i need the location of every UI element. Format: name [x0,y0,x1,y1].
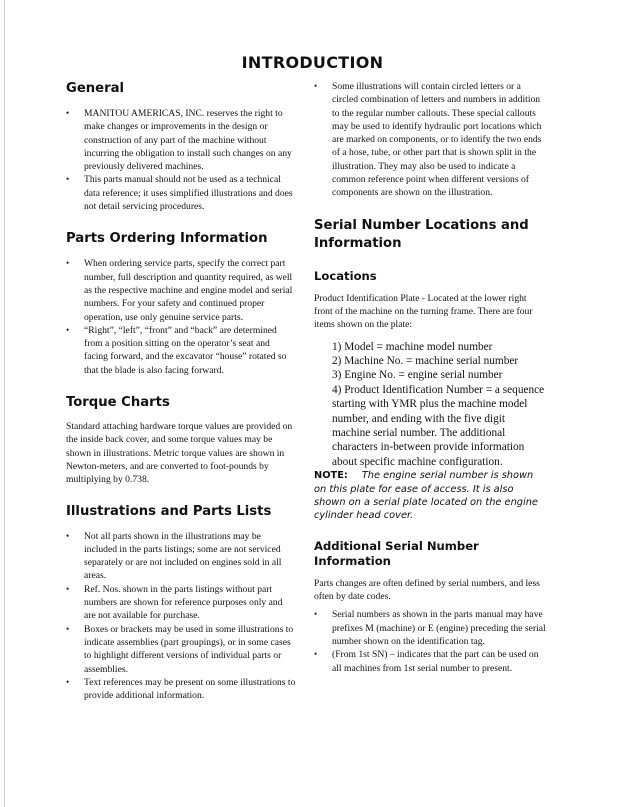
list-item: • Serial numbers as shown in the parts manual may have prefixes M (machine) or E (engine) preceding the serial number shown on the identification tag. [314,608,546,648]
list-item: • Boxes or brackets may be used in some illustrations to indicate assemblies (part groupings), or in some cases to highlight different versions of individual parts or assemblies. [66,623,296,676]
list-item: • MANITOU AMERICAS, INC. reserves the right to make changes or improvements in the design or construction of any part of the machine without incurring the obligation to install such changes on any previously delivered machines. [66,107,296,173]
page-edge-line [4,0,5,807]
list-item: • Some illustrations will contain circled letters or a circled combination of letters and numbers in addition to the regular number callouts. These special callouts may be used to identify hydraulic port locations which are marked on components, or to identify the two ends of a hose, tube, or other part that is shown split in the illustration. They may also be used to indicate a common reference point when different versions of components are shown on the illustration. [314,80,546,200]
parts-ordering-heading: Parts Ordering Information [66,231,268,247]
list-item: • When ordering service parts, specify the correct part number, full description and quantity required, as well as the respective machine and engine model and serial numbers. For your safety and continued proper operation, use only genuine service parts. [66,257,296,323]
list-item: • Text references may be present on some illustrations to provide additional information. [66,676,296,703]
additional-serial-heading: Additional Serial Number Information [314,538,479,568]
plate-item-pin: 4) Product Identification Number = a sequence starting with YMR plus the machine model number, and ending with the five digit machine serial number. The additional characters in-between provide information about specific machine configuration. [332,383,545,468]
left-column [66,80,296,702]
illustrations-list [66,530,296,703]
right-column [314,80,546,675]
serial-number-heading: Serial Number Locations and Information [314,217,529,251]
list-item: • (From 1st SN) – indicates that the part can be used on all machines from 1st serial number to present. [314,648,546,675]
list-item: • Ref. Nos. shown in the parts listings without part numbers are shown for reference purposes only and are not available for purchase. [66,583,296,623]
torque-charts-heading: Torque Charts [66,395,170,411]
additional-serial-text: Parts changes are often defined by serial numbers, and less often by date codes. [314,577,540,603]
locations-text: Product Identification Plate - Located at the lower right front of the machine on the turning frame. There are four items shown on the plate: [314,292,533,331]
illustrations-heading: Illustrations and Parts Lists [66,503,272,519]
locations-heading: Locations [314,268,377,283]
list-item: • Not all parts shown in the illustrations may be included in the parts listings; some are not serviced separately or are not included on engines sold in all areas. [66,530,296,583]
page-title: INTRODUCTION [241,53,384,72]
torque-charts-text: Standard attaching hardware torque values are provided on the inside back cover, and some torque values may be shown in illustrations. Metric torque values are shown in Newton-meters, and are converted to foot-pounds by multiplying by 0.738. [66,421,293,486]
general-list [66,107,296,213]
additional-serial-list [314,608,546,674]
note [314,469,546,523]
illustrations-list-continued [314,80,546,200]
note-label: NOTE: [314,470,348,482]
general-heading: General [66,81,125,96]
plate-items [314,340,546,470]
list-item: • “Right”, “left”, “front” and “back” are determined from a position sitting on the operator’s seat and facing forward, and the excavator “house” rotated so that the blade is also facing forward. [66,324,296,377]
plate-item-engine-no: 3) Engine No. = engine serial number [332,369,503,382]
plate-item-machine-no: 2) Machine No. = machine serial number [332,354,519,367]
plate-item-model: 1) Model = machine model number [332,340,493,353]
note-text: The engine serial number is shown on this plate for ease of access. It is also shown on a serial plate located on the engine cylinder head cover. [314,470,538,522]
parts-ordering-list [66,257,296,377]
list-item: • This parts manual should not be used as a technical data reference; it uses simplified illustrations and does not detail servicing procedures. [66,173,296,213]
